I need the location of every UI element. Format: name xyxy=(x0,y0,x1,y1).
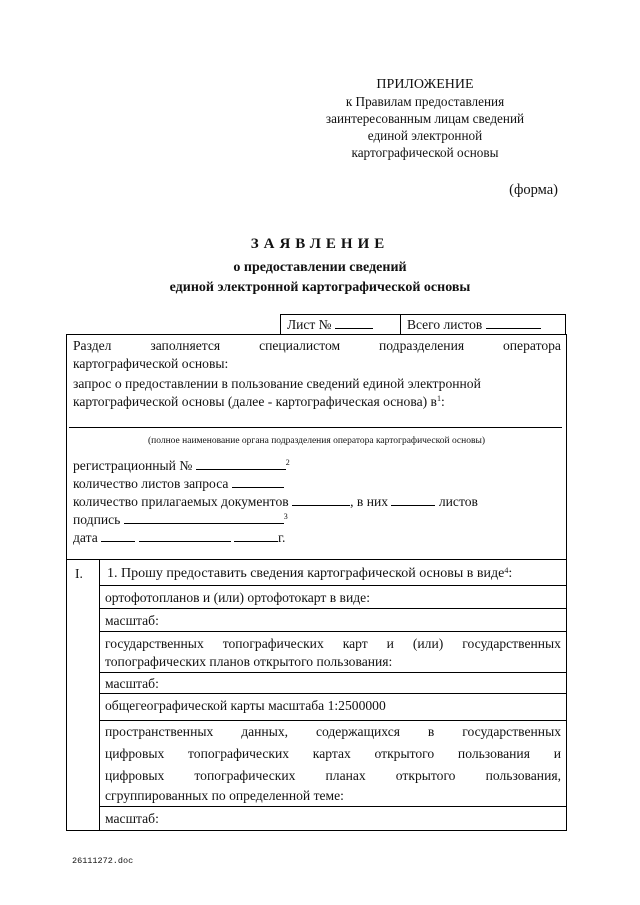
request-sheets-row xyxy=(73,475,284,493)
sheet-number-label: Лист № xyxy=(287,317,332,332)
word: планах xyxy=(325,768,366,783)
option-orthophoto[interactable]: ортофотопланов и (или) ортофотокарт в виде: xyxy=(105,590,370,605)
date-day-field[interactable] xyxy=(101,529,135,542)
row-divider xyxy=(99,806,566,807)
reg-number-field[interactable] xyxy=(196,457,286,470)
word: пользования xyxy=(457,746,530,761)
section-divider xyxy=(67,559,566,560)
word: топографических xyxy=(188,746,290,761)
option-spatial-line2 xyxy=(105,745,561,763)
appendix-line: к Правилам предоставления xyxy=(345,94,505,109)
reg-label: регистрационный № xyxy=(73,458,193,473)
topographic-scale-field[interactable]: масштаб: xyxy=(105,676,159,691)
word: и xyxy=(553,746,561,761)
sheet-number-field[interactable] xyxy=(335,316,373,329)
sheet-number-cell[interactable] xyxy=(281,315,401,335)
date-month-field[interactable] xyxy=(139,529,231,542)
line4-text: картографической основы (далее - картографическая основа) в xyxy=(73,394,437,409)
total-sheets-cell[interactable] xyxy=(401,315,565,335)
word: содержащихся xyxy=(315,724,400,739)
total-sheets-label: Всего листов xyxy=(407,317,483,332)
word: в xyxy=(427,724,435,739)
footnote-ref: 4 xyxy=(504,566,509,575)
row-divider xyxy=(99,631,566,632)
number-column-divider xyxy=(99,559,100,830)
appendix-line: заинтересованным лицам сведений xyxy=(325,111,525,126)
appendix-line: единой электронной xyxy=(367,128,483,143)
request-text: 1. Прошу предоставить сведения картографической основы в виде xyxy=(107,566,505,581)
appendix-header xyxy=(300,76,550,161)
word: подразделения xyxy=(378,338,465,353)
section-head-line1 xyxy=(73,337,561,355)
date-label: дата xyxy=(73,530,98,545)
signature-field[interactable] xyxy=(124,511,284,524)
word: оператора xyxy=(502,338,561,353)
org-name-underline[interactable] xyxy=(69,427,562,428)
orthophoto-scale-field[interactable]: масштаб: xyxy=(105,613,159,628)
docs-sheets-field[interactable] xyxy=(391,493,435,506)
request-end: : xyxy=(508,566,513,581)
section-number: I. xyxy=(75,566,83,581)
option-spatial-line3 xyxy=(105,767,561,785)
option-topographic-line1[interactable] xyxy=(105,635,561,653)
word: государственных xyxy=(105,636,204,651)
word: топографических xyxy=(222,636,324,651)
word: Раздел xyxy=(73,338,112,353)
word: пространственных xyxy=(105,724,214,739)
option-topographic-line2: топографических планов открытого пользования: xyxy=(105,654,393,669)
request-heading xyxy=(107,565,512,583)
word: и (или) xyxy=(386,636,444,651)
sheets-label: количество листов запроса xyxy=(73,476,229,491)
row-divider xyxy=(99,608,566,609)
form-label: (форма) xyxy=(509,182,558,198)
docs-end: листов xyxy=(438,494,478,509)
word: открытого xyxy=(374,746,435,761)
word: топографических xyxy=(194,768,296,783)
row-divider xyxy=(99,720,566,721)
docs-label: количество прилагаемых документов xyxy=(73,494,289,509)
word: цифровых xyxy=(105,746,165,761)
date-year-field[interactable] xyxy=(234,529,278,542)
docs-count-field[interactable] xyxy=(292,493,350,506)
footnote-ref: 3 xyxy=(283,512,288,521)
docs-mid: , в них xyxy=(350,494,389,509)
document-subtitle xyxy=(0,258,640,298)
footnote-ref: 2 xyxy=(285,458,290,467)
option-general-map[interactable]: общегеографической карты масштаба 1:2500000 xyxy=(105,698,386,713)
subtitle-line: о предоставлении сведений xyxy=(233,260,407,275)
word: заполняется xyxy=(150,338,221,353)
word: карт xyxy=(342,636,368,651)
total-sheets-field[interactable] xyxy=(486,316,541,329)
word: государственных xyxy=(462,636,561,651)
section-head-line3: запрос о предоставлении в пользование сведений единой электронной xyxy=(73,376,481,391)
subtitle-line: единой электронной картографической основы xyxy=(169,280,471,295)
row-divider xyxy=(99,585,566,586)
sheets-count-field[interactable] xyxy=(232,475,284,488)
word: данных, xyxy=(241,724,289,739)
row-divider xyxy=(99,693,566,694)
word: картах xyxy=(312,746,351,761)
section-head-line2: картографической основы: xyxy=(73,356,229,371)
section-head-line4 xyxy=(73,393,445,411)
date-row xyxy=(73,529,285,547)
word: государственных xyxy=(462,724,562,739)
option-spatial-line1[interactable] xyxy=(105,723,561,741)
word: открытого xyxy=(395,768,456,783)
spatial-scale-field[interactable]: масштаб: xyxy=(105,811,159,826)
document-title: ЗАЯВЛЕНИЕ xyxy=(250,236,390,252)
registration-number-row xyxy=(73,457,290,475)
option-spatial-line4: сгруппированных по определенной теме: xyxy=(105,788,344,803)
appendix-line: картографической основы xyxy=(351,145,499,160)
sheet-counter xyxy=(280,314,566,335)
row-divider xyxy=(99,672,566,673)
attached-docs-row xyxy=(73,493,478,511)
word: цифровых xyxy=(105,768,165,783)
word: специалистом xyxy=(259,338,341,353)
file-name-footer: 26111272.doc xyxy=(72,856,134,866)
sign-label: подпись xyxy=(73,512,121,527)
application-form-table xyxy=(66,334,567,831)
word: пользования, xyxy=(485,768,561,783)
date-suffix: г. xyxy=(277,530,286,545)
appendix-title: ПРИЛОЖЕНИЕ xyxy=(376,77,474,92)
line4-end: : xyxy=(440,394,445,409)
footnote-ref: 1 xyxy=(436,394,441,403)
signature-row xyxy=(73,511,288,529)
org-name-caption: (полное наименование органа подразделения оператора картографической основы) xyxy=(147,436,486,446)
